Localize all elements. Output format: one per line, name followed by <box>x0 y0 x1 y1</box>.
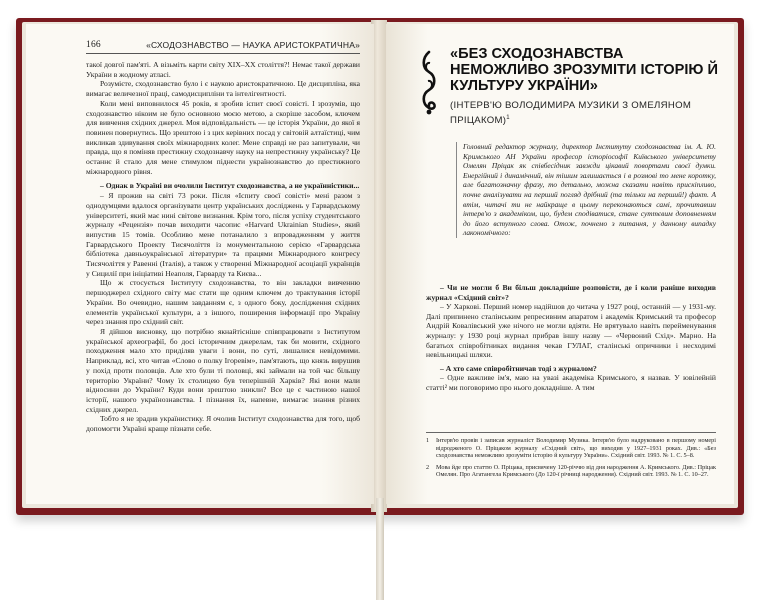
footnote-mark: 1 <box>506 115 510 121</box>
paragraph: Тобто я не зрадив українистику. Я очолив Інститут сходознавства для того, щоб допомогти Україні краще пізнати себе. <box>86 414 360 434</box>
right-page <box>386 24 734 504</box>
footnote <box>426 464 716 479</box>
chapter-title: «БЕЗ СХОДОЗНАВСТВА НЕМОЖЛИВО ЗРОЗУМІТИ ІСТОРІЮ Й КУЛЬТУРУ УКРАЇНИ» <box>450 46 718 94</box>
left-page <box>26 24 374 504</box>
interview-question: – Чи не могли б Ви більш докладніше розповісти, де і коли раніше виходив журнал «Східний світ»? <box>426 283 716 302</box>
footnote <box>426 437 716 460</box>
chapter-subtitle <box>450 100 724 127</box>
paragraph: – Одне важливе ім'я, маю на увазі академіка Кримського, я назвав. У ювілейній статті² ми поговоримо про нього докладніше. А тим <box>426 373 716 392</box>
footnote-text: Інтерв'ю провів і записав журналіст Володимир Музика. Інтерв'ю було надруковано в першому номері відродженого О. Пріцаком журналу «Східний світ», що виходив у 1927–1931 роках. Див.: «Без сходознавства неможливо зрозуміти історію й культуру України». Східний світ. 1993. № 1. С. 5–8. <box>436 437 716 460</box>
intro-paragraph: Головний редактор журналу, директор Інституту сходознавства ім. А. Ю. Кримського АН України професор історіософії Київського університету Омелян Пріцак як співбесідник завжди цікавий повортами своєї думки. Енергійний і динамічний, він тішим залишається і в розмові то мене коротку, але багатозначну фразу, то детально, можна сказати навіть прискіпливо, почне аналізувати на перший погляд дрібний (та тільки на перший!) факт. А втім, читачі ти не найкраще в цьому переконаються самі, прочитавши інтерв'ю з академіком, що, будем сподіватися, стане суттєвим доповненням до його вступного слова. Отож, почнемо з питання, у данному випадку лакономічного: <box>456 142 716 238</box>
bookmark-ribbon <box>376 498 384 600</box>
paragraph: Що ж стосується Інституту сходознавства, то він закладки вивченню першоджерел східного світу має стати ще одним ключем до трактування історії України. Во очевидно, нашим завданням є, з одного боку, дослідження східних елементів української культури, а з іншого, поширення інформації про Україну через знання про східний світ. <box>86 278 360 327</box>
paragraph: – У Харкові. Перший номер надійшов до читача у 1927 році, останній — у 1931-му. Далі припинено сталінським репресивним апаратом і академік Кримський та професор Андрій Ковалівський уже нічого не могли вдіяти. Не врятувало навіть перейменування журналу: у 1930 році журнал прибрав іншу назву — «Червоний Схід». Марно. На багатьох співробітниках видання чекав ГУЛАГ, сталінські опричники і несходимі невільницькі шляхи. <box>426 302 716 360</box>
running-head-title: «СХОДОЗНАВСТВО — НАУКА АРИСТОКРАТИЧНА» <box>146 40 360 50</box>
paragraph: Я дійшов висновку, що потрібно якнайтісніше співпрацювати з Інститутом української археографії, бо досі історичним джерелам, так би мовити, східного походження мало хто приділяв уваги і вони, по суті, лишалися невідомими. Наприклад, всі, хто читав «Слово о полку Ігоревім», пам'ятають, що князь вирушив у похід проти половців. Але хто були ті половці, які займали на той час більшу територію України? Чому їх столицею був теперішній Харків? Які вони мали відносини до України? Куди вони зрештою зникли? Все це є частиною нашої історії, нашого українознавства. І пізнання їх, напевне, вимагає знання різних східних джерел. <box>86 326 360 414</box>
paragraph: Коли мені виповнилося 45 років, я зробив іспит своєї совісті. І зрозумів, що сходознавство нікоим не було основною моєю метою, а скоріше засобом, ключем для вивчення східних джерел. Моя відповідальність — це історія України, до якої я повинен повернутись. Що зрештою і з цих керівних посад у світовій алтаїстиці, чим викликав здивування своїх міжнародних колег. Мене справді не раз запитували, чи правда, що я поміняв престижну сходознавчу науку на непрестижну українську? Це останнє й стало для мене стимулом піднести українознавство до престижного міжнародного рівня. <box>86 98 360 176</box>
subtitle-text: (ІНТЕРВ'Ю ВОЛОДИМИРА МУЗИКИ З ОМЕЛЯНОМ ПРІЦАКОМ) <box>450 100 692 127</box>
interview-question: – Однак в Україні ви очолили Інститут сходознавства, а не українністики... <box>100 181 360 191</box>
interview-question: – А хто саме співробітничав тоді з журналом? <box>440 363 597 373</box>
left-body-text <box>86 60 360 434</box>
paragraph: такої довгої пам'яті. А візьміть карти світу XIX–XX століття?! Немає такої держави України в жодному атласі. <box>86 60 360 79</box>
paragraph: – Я прожив на світі 73 роки. Після «Іспиту своєї совісті» мені разом з однодумцями вдалося організувати центр українських досліджень у Гарвардському університеті, який має нині світове визнання. Крім того, після успіху студентського журналу «Рецензія» почав виходити часопис «Harvard Ukrainian Studies», який випустив 15 томів. Особливо мене потаналило з впровадженням у життя Гарвардського Проекту Тисячоліття із монументальною серією «Гарвардська бібліотека давньоукраїнської літератури» та працями Міжнародного конгресу Тисячоліття у Равенні (Італія), а також у створенні Міжнародної асоціації українців у Сицилії при ініціативі Неаполя, Гарварду та Києва... <box>86 191 360 278</box>
page-number: 166 <box>86 40 101 50</box>
ornament-icon <box>418 50 440 116</box>
right-body-text <box>426 279 716 393</box>
running-head <box>86 40 360 54</box>
footnote-text: Мова йде про статтю О. Пріцака, присвячену 120-річчю від дня народження А. Кримського. Див.: Пріцак Омелян. Про Агатангела Кримського (До 120-ї річниці народження). Східний світ. 1993. № 1. С. 10–27. <box>436 463 716 479</box>
footnotes <box>426 432 716 483</box>
footnote-number: 2 <box>426 463 430 471</box>
paragraph: Розумієте, сходознавство було і є наукою аристократичною. Це дисципліна, яка вимагає величезної праці, самодисципліни та інтелігентності. <box>86 79 360 99</box>
footnote-number: 1 <box>426 437 430 444</box>
